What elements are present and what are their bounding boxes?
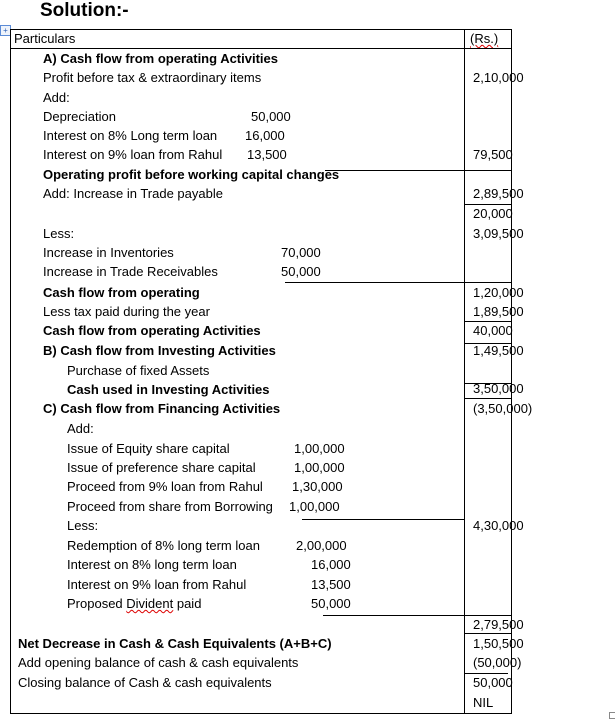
row-label: Add: Increase in Trade payable: [43, 186, 223, 201]
rule: [302, 519, 465, 520]
row-sub-amount: 13,500: [311, 577, 351, 592]
row-sub-amount: 50,000: [311, 596, 351, 611]
row-label: Increase in Inventories: [43, 245, 174, 260]
row-amount: 50,000: [473, 675, 513, 690]
row-amount: 2,10,000: [473, 70, 524, 85]
row-label: Interest on 8% long term loan: [67, 557, 237, 572]
row-amount: 1,89,500: [473, 304, 524, 319]
row-label: Proceed from share from Borrowing: [67, 499, 273, 514]
row-label: Less tax paid during the year: [43, 304, 210, 319]
row-label-part: Divident: [126, 596, 174, 611]
table-resize-handle-icon[interactable]: [609, 712, 615, 719]
header-amount: [470, 31, 498, 47]
rule: [465, 398, 511, 399]
column-divider: [464, 29, 465, 714]
row-label: Add:: [43, 90, 70, 105]
row-label: [67, 596, 201, 612]
row-amount: 20,000: [473, 206, 513, 221]
row-label: Issue of preference share capital: [67, 460, 256, 475]
row-sub-amount: 50,000: [281, 264, 321, 279]
row-sub-amount: 1,30,000: [292, 479, 343, 494]
row-amount: (50,000): [473, 655, 522, 670]
rule: [285, 282, 511, 283]
row-amount: NIL: [473, 695, 494, 710]
rule: [465, 204, 511, 205]
header-amount-text: (Rs.): [470, 31, 499, 46]
row-label: Redemption of 8% long term loan: [67, 538, 260, 553]
row-amount: 79,500: [473, 147, 513, 162]
row-amount: 40,000: [473, 323, 513, 338]
header-particulars: Particulars: [14, 31, 76, 46]
net-decrease-label: Net Decrease in Cash & Cash Equivalents (A+B+C): [18, 636, 332, 651]
rule: [465, 633, 511, 634]
section-a-heading: A) Cash flow from operating Activities: [43, 51, 278, 66]
row-label: Depreciation: [43, 109, 116, 124]
row-label: Add opening balance of cash & cash equivalents: [18, 655, 299, 670]
row-label: Interest on 9% loan from Rahul: [67, 577, 247, 592]
row-amount: 4,30,000: [473, 518, 524, 533]
row-label: Cash flow from operating Activities: [43, 323, 261, 338]
row-label: Increase in Trade Receivables: [43, 264, 218, 279]
row-label: Interest on 9% loan from Rahul: [43, 147, 223, 162]
row-amount: 1,49,500: [473, 343, 524, 358]
row-label: Interest on 8% Long term loan: [43, 128, 218, 143]
rule: [325, 170, 511, 171]
rule: [465, 673, 508, 674]
section-c-heading: C) Cash flow from Financing Activities: [43, 401, 281, 416]
header-divider: [10, 48, 511, 49]
row-sub-amount: 1,00,000: [294, 441, 345, 456]
solution-heading: Solution:-: [40, 0, 129, 21]
row-label: Proceed from 9% loan from Rahul: [67, 479, 263, 494]
row-label: Cash used in Investing Activities: [67, 382, 270, 397]
row-amount: 3,09,500: [473, 226, 524, 241]
row-label-part: paid: [173, 596, 202, 611]
row-sub-amount: 16,000: [245, 128, 285, 143]
row-label: Purchase of fixed Assets: [67, 363, 210, 378]
row-amount: 2,89,500: [473, 186, 524, 201]
row-sub-amount: 50,000: [251, 109, 291, 124]
row-label: Less:: [67, 518, 99, 533]
row-label: Add:: [67, 421, 94, 436]
row-amount: (3,50,000): [473, 401, 533, 416]
row-label: Profit before tax & extraordinary items: [43, 70, 262, 85]
row-sub-amount: 1,00,000: [289, 499, 340, 514]
row-amount: 2,79,500: [473, 617, 524, 632]
row-label-part: Proposed: [67, 596, 127, 611]
row-sub-amount: 2,00,000: [296, 538, 347, 553]
row-label: Issue of Equity share capital: [67, 441, 230, 456]
row-label: Operating profit before working capital changes: [43, 167, 340, 182]
rule: [323, 615, 511, 616]
row-sub-amount: 1,00,000: [294, 460, 345, 475]
row-label: Less:: [43, 226, 75, 241]
section-b-heading: B) Cash flow from Investing Activities: [43, 343, 276, 358]
row-amount: 3,50,000: [473, 381, 524, 396]
rule: [465, 321, 511, 322]
row-amount: 1,20,000: [473, 285, 524, 300]
row-sub-amount: 13,500: [247, 147, 287, 162]
row-label: Closing balance of Cash & cash equivalents: [18, 675, 272, 690]
row-sub-amount: 16,000: [311, 557, 351, 572]
row-label: Cash flow from operating: [43, 285, 200, 300]
row-sub-amount: 70,000: [281, 245, 321, 260]
row-amount: 1,50,500: [473, 636, 524, 651]
table-move-handle-icon[interactable]: +: [0, 25, 11, 36]
